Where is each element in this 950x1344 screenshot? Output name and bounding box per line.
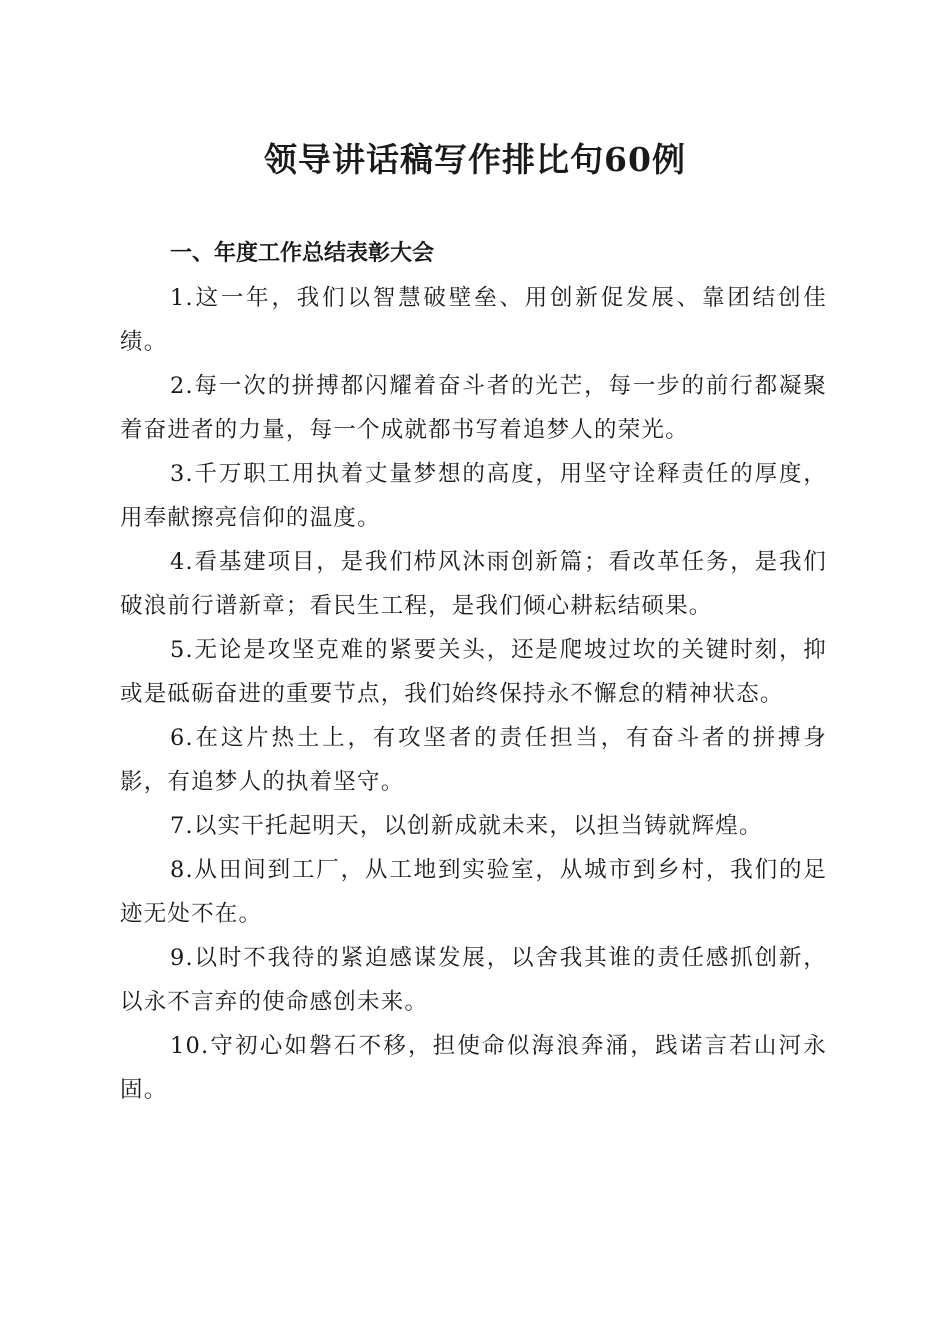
list-item: 6.在这片热土上，有攻坚者的责任担当，有奋斗者的拼搏身影，有追梦人的执着坚守。 <box>120 725 827 795</box>
list-item: 10.守初心如磐石不移，担使命似海浪奔涌，践诺言若山河永固。 <box>120 1033 827 1103</box>
list-item: 5.无论是攻坚克难的紧要关头，还是爬坡过坎的关键时刻，抑或是砥砺奋进的重要节点，我们始终保持永不懈怠的精神状态。 <box>120 637 827 707</box>
list-item: 1.这一年，我们以智慧破壁垒、用创新促发展、靠团结创佳绩。 <box>120 285 827 355</box>
list-item: 9.以时不我待的紧迫感谋发展，以舍我其谁的责任感抓创新，以永不言弃的使命感创未来。 <box>120 945 827 1015</box>
list-item: 3.千万职工用执着丈量梦想的高度，用坚守诠释责任的厚度，用奉献擦亮信仰的温度。 <box>120 461 827 531</box>
document-title: 领导讲话稿写作排比句60例 <box>264 140 686 179</box>
section-heading: 一、年度工作总结表彰大会 <box>170 241 435 266</box>
list-item: 4.看基建项目，是我们栉风沐雨创新篇；看改革任务，是我们破浪前行谱新章；看民生工程，是我们倾心耕耘结硕果。 <box>120 549 827 619</box>
list-item: 7.以实干托起明天，以创新成就未来，以担当铸就辉煌。 <box>170 813 763 839</box>
list-item: 8.从田间到工厂，从工地到实验室，从城市到乡村，我们的足迹无处不在。 <box>120 857 827 927</box>
document-body <box>120 232 827 1112</box>
list-item: 2.每一次的拼搏都闪耀着奋斗者的光芒，每一步的前行都凝聚着奋进者的力量，每一个成就都书写着追梦人的荣光。 <box>120 373 827 443</box>
